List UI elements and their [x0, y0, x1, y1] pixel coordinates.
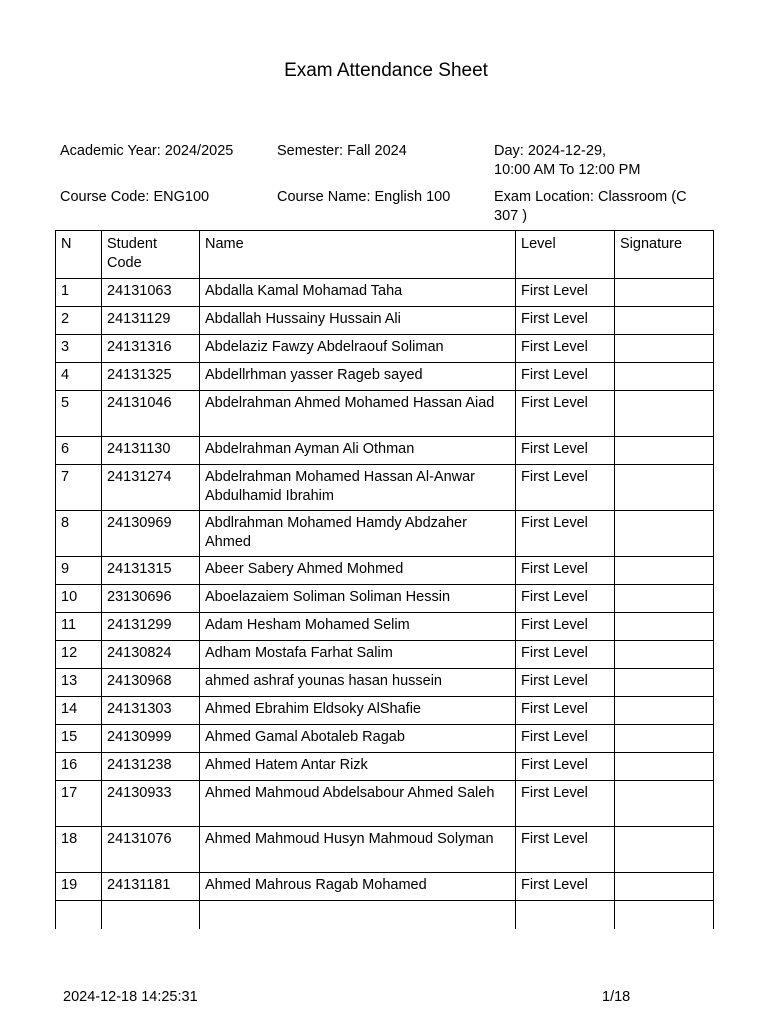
cell-empty	[102, 901, 200, 930]
cell-n: 10	[56, 585, 102, 613]
cell-n: 7	[56, 465, 102, 511]
cell-n: 19	[56, 873, 102, 901]
header-student-code: Student Code	[102, 231, 200, 279]
cell-code: 24130968	[102, 669, 200, 697]
cell-signature	[615, 641, 714, 669]
table-row	[56, 307, 714, 335]
cell-empty	[516, 901, 615, 930]
cell-n: 18	[56, 827, 102, 873]
cell-code: 24131076	[102, 827, 200, 873]
cell-n: 5	[56, 391, 102, 437]
table-row	[56, 873, 714, 901]
attendance-table	[55, 230, 714, 929]
cell-signature	[615, 363, 714, 391]
table-row	[56, 465, 714, 511]
cell-level: First Level	[516, 391, 615, 437]
cell-level: First Level	[516, 437, 615, 465]
cell-name: Ahmed Mahmoud Abdelsabour Ahmed Saleh	[200, 781, 516, 827]
cell-signature	[615, 557, 714, 585]
cell-signature	[615, 873, 714, 901]
cell-name: Abdelrahman Ahmed Mohamed Hassan Aiad	[200, 391, 516, 437]
cell-code: 24131046	[102, 391, 200, 437]
cell-name: Ahmed Gamal Abotaleb Ragab	[200, 725, 516, 753]
cell-empty	[200, 901, 516, 930]
cell-n: 6	[56, 437, 102, 465]
course-name: Course Name: English 100	[277, 189, 451, 205]
table-row	[56, 613, 714, 641]
cell-signature	[615, 391, 714, 437]
header-n: N	[56, 231, 102, 279]
cell-n: 2	[56, 307, 102, 335]
cell-level: First Level	[516, 335, 615, 363]
cell-level: First Level	[516, 307, 615, 335]
cell-level: First Level	[516, 827, 615, 873]
cell-level: First Level	[516, 669, 615, 697]
cell-n: 12	[56, 641, 102, 669]
table-row	[56, 557, 714, 585]
table-row	[56, 585, 714, 613]
cell-n: 13	[56, 669, 102, 697]
cell-name: Adham Mostafa Farhat Salim	[200, 641, 516, 669]
header-level: Level	[516, 231, 615, 279]
cell-signature	[615, 437, 714, 465]
header-signature: Signature	[615, 231, 714, 279]
cell-level: First Level	[516, 873, 615, 901]
cell-signature	[615, 511, 714, 557]
table-row	[56, 279, 714, 307]
cell-signature	[615, 697, 714, 725]
table-row	[56, 725, 714, 753]
cell-code: 24131063	[102, 279, 200, 307]
cell-name: Abdelrahman Mohamed Hassan Al-Anwar Abdulhamid Ibrahim	[200, 465, 516, 511]
cell-name: Ahmed Mahrous Ragab Mohamed	[200, 873, 516, 901]
cell-name: Ahmed Mahmoud Husyn Mahmoud Solyman	[200, 827, 516, 873]
cell-signature	[615, 585, 714, 613]
table-row	[56, 753, 714, 781]
cell-n: 11	[56, 613, 102, 641]
exam-location: Exam Location: Classroom (C 307 )	[494, 189, 687, 224]
cell-code: 24130933	[102, 781, 200, 827]
cell-name: Ahmed Hatem Antar Rizk	[200, 753, 516, 781]
cell-level: First Level	[516, 753, 615, 781]
cell-code: 24130969	[102, 511, 200, 557]
cell-n: 15	[56, 725, 102, 753]
header-name: Name	[200, 231, 516, 279]
cell-code: 24131181	[102, 873, 200, 901]
cell-level: First Level	[516, 465, 615, 511]
page-number: 1/18	[602, 989, 631, 1005]
cell-code: 24131130	[102, 437, 200, 465]
cell-n: 9	[56, 557, 102, 585]
cell-name: Abdalla Kamal Mohamad Taha	[200, 279, 516, 307]
table-row	[56, 827, 714, 873]
cell-signature	[615, 725, 714, 753]
cell-n: 16	[56, 753, 102, 781]
table-row	[56, 697, 714, 725]
cell-signature	[615, 279, 714, 307]
cell-code: 24131315	[102, 557, 200, 585]
cell-n: 17	[56, 781, 102, 827]
cell-level: First Level	[516, 279, 615, 307]
cell-signature	[615, 753, 714, 781]
table-row	[56, 363, 714, 391]
cell-signature	[615, 335, 714, 363]
cell-code: 24131325	[102, 363, 200, 391]
cell-n: 14	[56, 697, 102, 725]
cell-name: Abeer Sabery Ahmed Mohmed	[200, 557, 516, 585]
cell-level: First Level	[516, 511, 615, 557]
cell-signature	[615, 307, 714, 335]
cell-name: Abdlrahman Mohamed Hamdy Abdzaher Ahmed	[200, 511, 516, 557]
table-header-row	[56, 231, 714, 279]
cell-name: Ahmed Ebrahim Eldsoky AlShafie	[200, 697, 516, 725]
cell-name: Abdallah Hussainy Hussain Ali	[200, 307, 516, 335]
cell-n: 8	[56, 511, 102, 557]
semester: Semester: Fall 2024	[277, 143, 407, 159]
table-row-blank	[56, 901, 714, 930]
cell-code: 24130824	[102, 641, 200, 669]
cell-code: 24131299	[102, 613, 200, 641]
cell-signature	[615, 465, 714, 511]
print-timestamp: 2024-12-18 14:25:31	[63, 989, 198, 1005]
cell-code: 24131238	[102, 753, 200, 781]
table-row	[56, 781, 714, 827]
cell-n: 1	[56, 279, 102, 307]
table-row	[56, 669, 714, 697]
cell-level: First Level	[516, 697, 615, 725]
cell-name: Abdelrahman Ayman Ali Othman	[200, 437, 516, 465]
cell-signature	[615, 613, 714, 641]
cell-code: 24131303	[102, 697, 200, 725]
cell-signature	[615, 781, 714, 827]
cell-signature	[615, 669, 714, 697]
table-row	[56, 641, 714, 669]
cell-empty	[615, 901, 714, 930]
cell-level: First Level	[516, 781, 615, 827]
table-row	[56, 511, 714, 557]
cell-code: 24131316	[102, 335, 200, 363]
cell-level: First Level	[516, 641, 615, 669]
academic-year: Academic Year: 2024/2025	[60, 143, 234, 159]
cell-code: 24130999	[102, 725, 200, 753]
cell-level: First Level	[516, 557, 615, 585]
course-code: Course Code: ENG100	[60, 189, 210, 205]
table-row	[56, 437, 714, 465]
cell-name: Abdelaziz Fawzy Abdelraouf Soliman	[200, 335, 516, 363]
cell-name: Aboelazaiem Soliman Soliman Hessin	[200, 585, 516, 613]
cell-empty	[56, 901, 102, 930]
exam-day: Day: 2024-12-29, 10:00 AM To 12:00 PM	[494, 143, 641, 178]
cell-level: First Level	[516, 585, 615, 613]
cell-level: First Level	[516, 725, 615, 753]
cell-signature	[615, 827, 714, 873]
page-title: Exam Attendance Sheet	[284, 60, 488, 81]
table-row	[56, 391, 714, 437]
table-row	[56, 335, 714, 363]
cell-n: 3	[56, 335, 102, 363]
cell-level: First Level	[516, 363, 615, 391]
cell-name: ahmed ashraf younas hasan hussein	[200, 669, 516, 697]
cell-name: Adam Hesham Mohamed Selim	[200, 613, 516, 641]
cell-n: 4	[56, 363, 102, 391]
cell-code: 24131274	[102, 465, 200, 511]
cell-level: First Level	[516, 613, 615, 641]
cell-name: Abdellrhman yasser Rageb sayed	[200, 363, 516, 391]
cell-code: 24131129	[102, 307, 200, 335]
cell-code: 23130696	[102, 585, 200, 613]
